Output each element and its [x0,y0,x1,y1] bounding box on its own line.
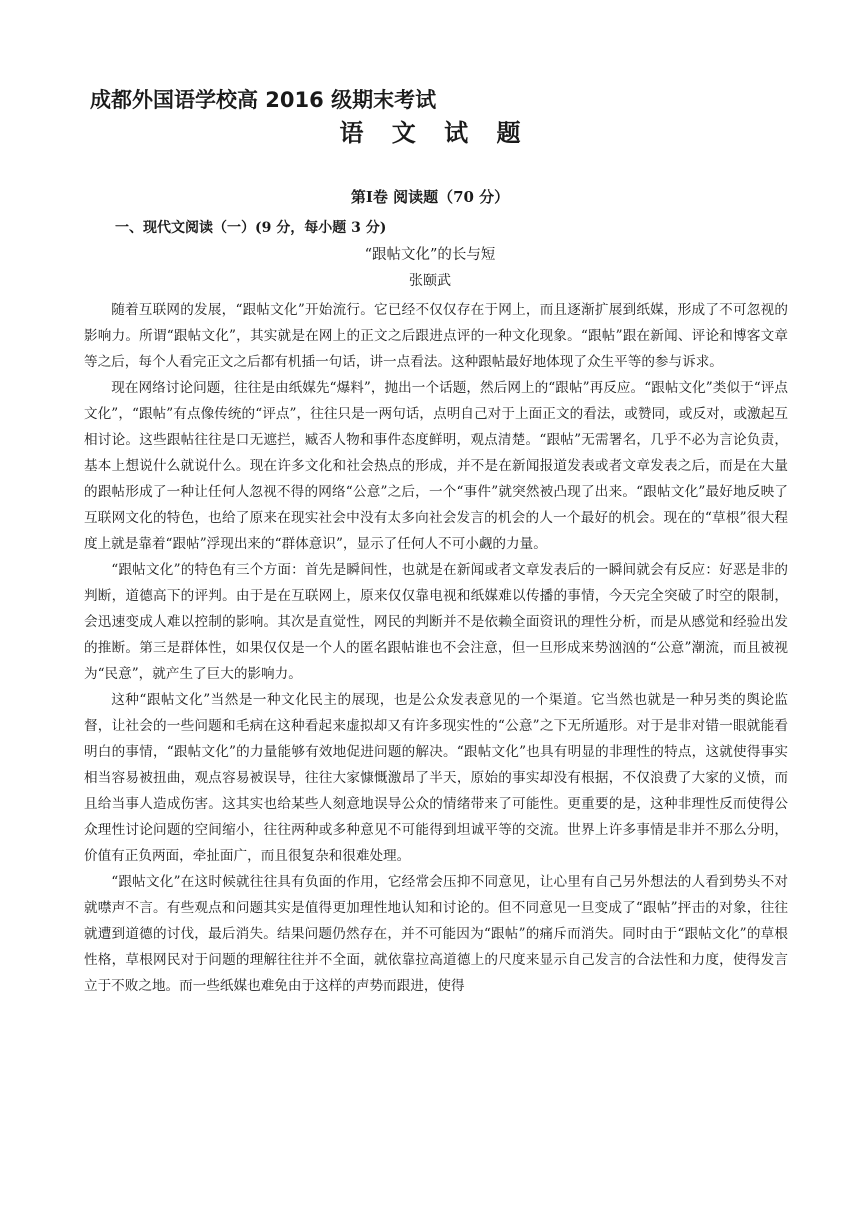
article-paragraph: 随着互联网的发展，“跟帖文化”开始流行。它已经不仅仅存在于网上，而且逐渐扩展到纸媒，形成了不可忽视的影响力。所谓“跟帖文化”，其实就是在网上的正文之后跟进点评的一种文化现象。“跟帖”跟在新闻、评论和博客文章等之后，每个人看完正文之后都有机插一句话，讲一点看法。这种跟帖最好地体现了众生平等的参与诉求。 [84,302,788,370]
article-title: “跟帖文化”的长与短 [364,247,496,263]
article-paragraph: 现在网络讨论问题，往往是由纸媒先“爆料”，抛出一个话题，然后网上的“跟帖”再反应。“跟帖文化”类似于“评点文化”，“跟帖”有点像传统的“评点”，往往只是一两句话，点明自己对于上面正文的看法，或赞同，或反对，或激起互相讨论。这些跟帖往往是口无遮拦，臧否人物和事件态度鲜明，观点清楚。“跟帖”无需署名，几乎不必为言论负责，基本上想说什么就说什么。现在许多文化和社会热点的形成，并不是在新闻报道发表或者文章发表之后，而是在大量的跟帖形成了一种让任何人忽视不得的网络“公意”之后，一个“事件”就突然被凸现了出来。“跟帖文化”最好地反映了互联网文化的特色，也给了原来在现实社会中没有太多向社会发言的机会的人一个最好的机会。现在的“草根”很大程度上就是靠着“跟帖”浮现出来的“群体意识”，显示了任何人不可小觑的力量。 [84,380,788,552]
article-paragraph: 这种“跟帖文化”当然是一种文化民主的展现，也是公众发表意见的一个渠道。它当然也就是一种另类的舆论监督，让社会的一些问题和毛病在这种看起来虚拟却又有许多现实性的“公意”之下无所遁形。对于是非对错一眼就能看明白的事情，“跟帖文化”的力量能够有效地促进问题的解决。“跟帖文化”也具有明显的非理性的特点，这就使得事实相当容易被扭曲，观点容易被误导，往往大家慷慨激昂了半天，原始的事实却没有根据，不仅浪费了大家的义愤，而且给当事人造成伤害。这其实也给某些人刻意地误导公众的情绪带来了可能性。更重要的是，这种非理性反而使得公众理性讨论问题的空间缩小，往往两种或多种意见不可能得到坦诚平等的交流。世界上许多事情是非并不那么分明，价值有正负两面，牵扯面广，而且很复杂和很难处理。 [84,692,788,864]
article-author: 张颐武 [409,273,451,289]
article-paragraph: “跟帖文化”在这时候就往往具有负面的作用，它经常会压抑不同意见，让心里有自己另外想法的人看到势头不对就噤声不言。有些观点和问题其实是值得更加理性地认知和讨论的。但不同意见一旦变成了“跟帖”抨击的对象，往往就遭到道德的讨伐，最后消失。结果问题仍然存在，并不可能因为“跟帖”的痛斥而消失。同时由于“跟帖文化”的草根性格，草根网民对于问题的理解往往并不全面，就依靠拉高道德上的尺度来显示自己发言的合法性和力度，使得发言立于不败之地。而一些纸媒也难免由于这样的声势而跟进，使得 [84,874,788,994]
part-title: 第Ⅰ卷 阅读题（70 分） [350,188,510,206]
article-paragraph: “跟帖文化”的特色有三个方面：首先是瞬间性，也就是在新闻或者文章发表后的一瞬间就会有反应：好恶是非的判断，道德高下的评判。由于是在互联网上，原来仅仅靠电视和纸媒难以传播的事情，今天完全突破了时空的限制，会迅速变成人难以控制的影响。其次是直觉性，网民的判断并不是依赖全面资讯的理性分析，而是从感觉和经验出发的推断。第三是群体性，如果仅仅是一个人的匿名跟帖谁也不会注意，但一旦形成来势汹汹的“公意”潮流，而且被视为“民意”，就产生了巨大的影响力。 [84,562,788,682]
section-title: 一、现代文阅读（一）(9 分，每小题 3 分) [115,220,387,236]
school-title: 成都外国语学校高 2016 级期末考试 [90,88,437,112]
article-body [84,297,788,999]
subject-title: 语 文 试 题 [339,118,531,147]
